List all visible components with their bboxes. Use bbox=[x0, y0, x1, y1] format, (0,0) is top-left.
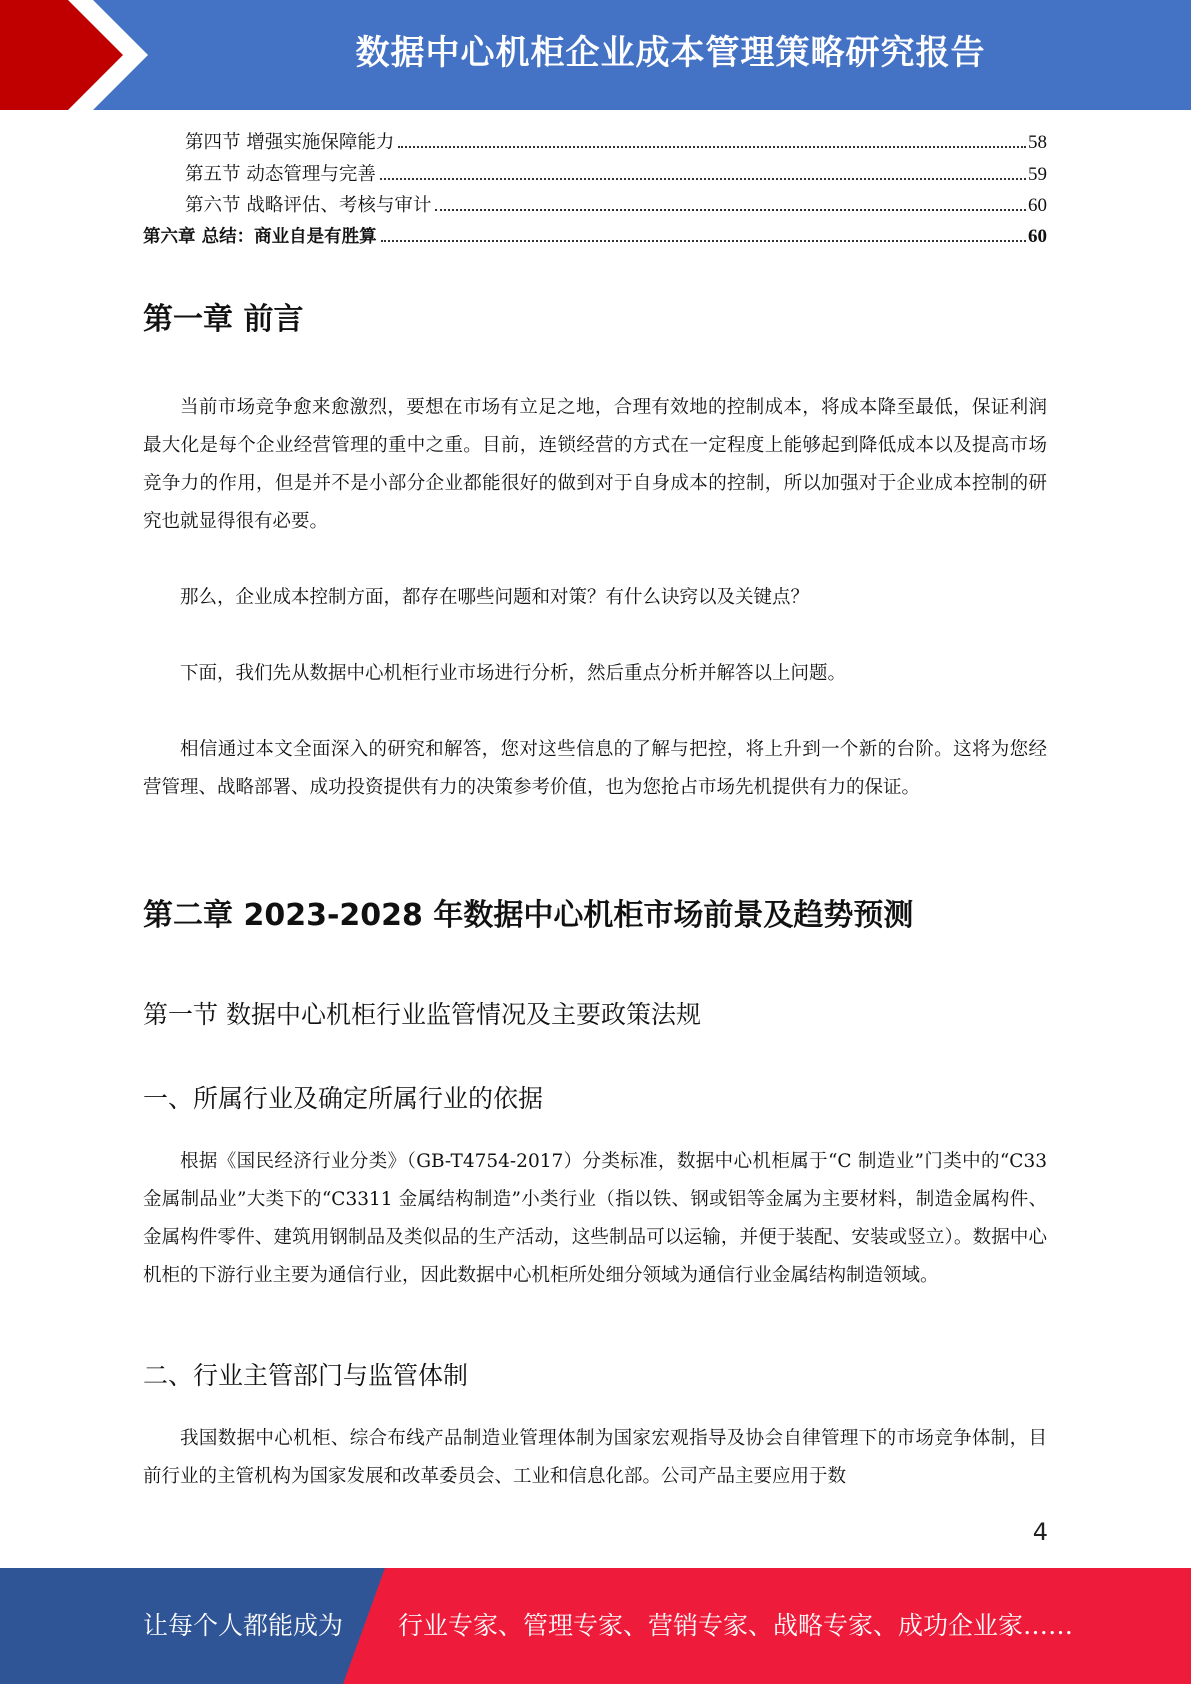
toc-entry-chapter[interactable] bbox=[143, 223, 1047, 255]
page-number: 4 bbox=[1032, 1518, 1048, 1546]
page-header bbox=[0, 0, 1191, 110]
toc-leader-dots bbox=[381, 240, 1026, 242]
toc-entry-title: 第六章 总结：商业自是有胜算 bbox=[143, 226, 377, 247]
chapter-2-heading: 第二章 2023-2028 年数据中心机柜市场前景及趋势预测 bbox=[143, 898, 914, 933]
footer-slogan-left: 让每个人都能成为 bbox=[143, 1611, 344, 1640]
chapter-1-paragraph: 下面，我们先从数据中心机柜行业市场进行分析，然后重点分析并解答以上问题。 bbox=[180, 663, 847, 684]
subsection-paragraph: 我国数据中心机柜、综合布线产品制造业管理体制为国家宏观指导及协会自律管理下的市场竞争体制，目前行业的主管机构为国家发展和改革委员会、工业和信息化部。公司产品主要应用于数 bbox=[143, 1428, 1047, 1487]
page-footer bbox=[0, 1568, 1191, 1684]
document-title: 数据中心机柜企业成本管理策略研究报告 bbox=[355, 33, 986, 73]
header-chevron-decoration bbox=[0, 0, 150, 110]
chapter-1-heading: 第一章 前言 bbox=[143, 302, 304, 337]
toc-leader-dots bbox=[380, 178, 1026, 180]
toc-entry-page: 60 bbox=[1028, 195, 1047, 216]
toc-entry-page: 60 bbox=[1028, 225, 1047, 247]
subsection-heading: 一、所属行业及确定所属行业的依据 bbox=[143, 1084, 544, 1113]
toc-entry-title: 第六节 战略评估、考核与审计 bbox=[185, 195, 432, 216]
chapter-1-paragraph: 那么，企业成本控制方面，都存在哪些问题和对策？有什么诀窍以及关键点？ bbox=[180, 587, 810, 608]
toc-entry[interactable] bbox=[143, 128, 1047, 160]
toc-entry[interactable] bbox=[143, 160, 1047, 192]
toc-entry-page: 59 bbox=[1028, 163, 1047, 185]
toc-entry-title: 第五节 动态管理与完善 bbox=[185, 163, 376, 185]
chapter-1-paragraph: 相信通过本文全面深入的研究和解答，您对这些信息的了解与把控，将上升到一个新的台阶。这将为您经营管理、战略部署、成功投资提供有力的决策参考价值，也为您抢占市场先机提供有力的保证。 bbox=[143, 739, 1047, 798]
toc-entry-page: 58 bbox=[1028, 132, 1047, 153]
subsection-heading: 二、行业主管部门与监管体制 bbox=[143, 1361, 469, 1390]
toc-leader-dots bbox=[435, 209, 1026, 211]
footer-slogan-right: 行业专家、管理专家、营销专家、战略专家、成功企业家…… bbox=[398, 1611, 1074, 1640]
toc-entry-title: 第四节 增强实施保障能力 bbox=[185, 132, 395, 153]
toc-leader-dots bbox=[398, 146, 1026, 148]
chapter-1-paragraph: 当前市场竞争愈来愈激烈，要想在市场有立足之地，合理有效地的控制成本，将成本降至最低，保证利润最大化是每个企业经营管理的重中之重。目前，连锁经营的方式在一定程度上能够起到降低成本以及提高市场竞争力的作用，但是并不是小部分企业都能很好的做到对于自身成本的控制，所以加强对于企业成本控制的研究也就显得很有必要。 bbox=[143, 397, 1047, 532]
toc-entry[interactable] bbox=[143, 191, 1047, 223]
section-heading: 第一节 数据中心机柜行业监管情况及主要政策法规 bbox=[143, 1000, 701, 1029]
table-of-contents bbox=[143, 128, 1047, 254]
subsection-paragraph: 根据《国民经济行业分类》（GB-T4754-2017）分类标准，数据中心机柜属于“C 制造业”门类中的“C33 金属制品业”大类下的“C3311 金属结构制造”小类行业（指以铁、钢或铝等金属为主要材料，制造金属构件、金属构件零件、建筑用钢制品及类似品的生产活动，这些制品可以运输，并便于装配、安装或竖立）。数据中心机柜的下游行业主要为通信行业，因此数据中心机柜所处细分领域为通信行业金属结构制造领域。 bbox=[143, 1151, 1047, 1286]
